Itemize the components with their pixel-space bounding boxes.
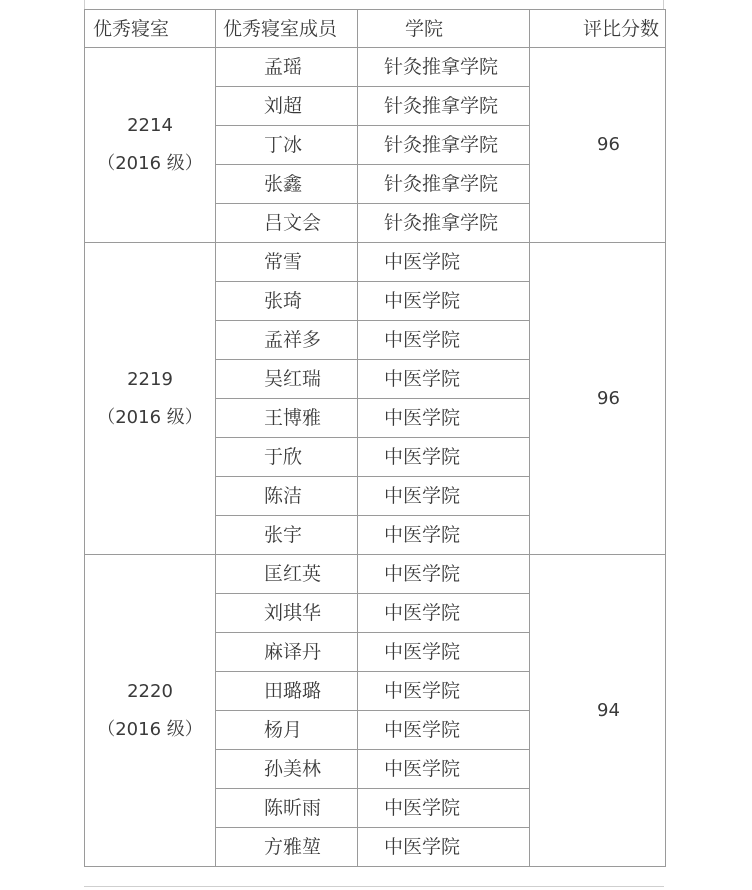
dorm-cell: [85, 243, 216, 555]
member-name: 陈洁: [216, 477, 358, 516]
page-edge-bottom: [84, 886, 664, 887]
member-name: 于欣: [216, 438, 358, 477]
dorm-grade: （2016 级）: [97, 406, 203, 428]
member-name: 张琦: [216, 282, 358, 321]
member-college: 针灸推拿学院: [358, 204, 530, 243]
member-name: 刘超: [216, 87, 358, 126]
table-row: [85, 48, 666, 87]
member-name: 张鑫: [216, 165, 358, 204]
member-college: 针灸推拿学院: [358, 87, 530, 126]
member-name: 常雪: [216, 243, 358, 282]
dorm-cell: [85, 48, 216, 243]
member-name: 张宇: [216, 516, 358, 555]
member-college: 中医学院: [358, 477, 530, 516]
member-name: 刘琪华: [216, 594, 358, 633]
header-score: 评比分数: [530, 10, 666, 48]
dorm-number: 2220: [127, 680, 173, 702]
dorm-score: 94: [530, 555, 666, 867]
dorm-grade: （2016 级）: [97, 718, 203, 740]
member-name: 杨月: [216, 711, 358, 750]
member-name: 匡红英: [216, 555, 358, 594]
member-college: 中医学院: [358, 711, 530, 750]
dorm-cell: [85, 555, 216, 867]
member-college: 中医学院: [358, 243, 530, 282]
excellent-dorm-table: [84, 9, 666, 867]
member-name: 田璐璐: [216, 672, 358, 711]
member-college: 针灸推拿学院: [358, 48, 530, 87]
member-name: 吴红瑞: [216, 360, 358, 399]
member-college: 中医学院: [358, 633, 530, 672]
member-college: 中医学院: [358, 789, 530, 828]
member-name: 孙美林: [216, 750, 358, 789]
dorm-score: 96: [530, 48, 666, 243]
member-name: 王博雅: [216, 399, 358, 438]
member-college: 中医学院: [358, 594, 530, 633]
header-members: 优秀寝室成员: [216, 10, 358, 48]
member-college: 中医学院: [358, 321, 530, 360]
dorm-number: 2219: [127, 368, 173, 390]
member-college: 中医学院: [358, 750, 530, 789]
member-college: 中医学院: [358, 360, 530, 399]
table-row: [85, 555, 666, 594]
member-name: 孟瑶: [216, 48, 358, 87]
member-name: 吕文会: [216, 204, 358, 243]
member-college: 针灸推拿学院: [358, 165, 530, 204]
member-college: 中医学院: [358, 828, 530, 867]
dorm-number: 2214: [127, 115, 173, 136]
member-college: 中医学院: [358, 516, 530, 555]
member-college: 中医学院: [358, 555, 530, 594]
header-row: [85, 10, 666, 48]
header-dorm: 优秀寝室: [85, 10, 216, 48]
member-college: 中医学院: [358, 282, 530, 321]
member-college: 中医学院: [358, 438, 530, 477]
member-name: 方雅堃: [216, 828, 358, 867]
member-name: 麻译丹: [216, 633, 358, 672]
member-college: 中医学院: [358, 672, 530, 711]
member-college: 针灸推拿学院: [358, 126, 530, 165]
member-name: 丁冰: [216, 126, 358, 165]
dorm-grade: （2016 级）: [97, 153, 203, 174]
table-row: [85, 243, 666, 282]
member-name: 陈昕雨: [216, 789, 358, 828]
header-college: 学院: [358, 10, 530, 48]
member-name: 孟祥多: [216, 321, 358, 360]
member-college: 中医学院: [358, 399, 530, 438]
dorm-score: 96: [530, 243, 666, 555]
